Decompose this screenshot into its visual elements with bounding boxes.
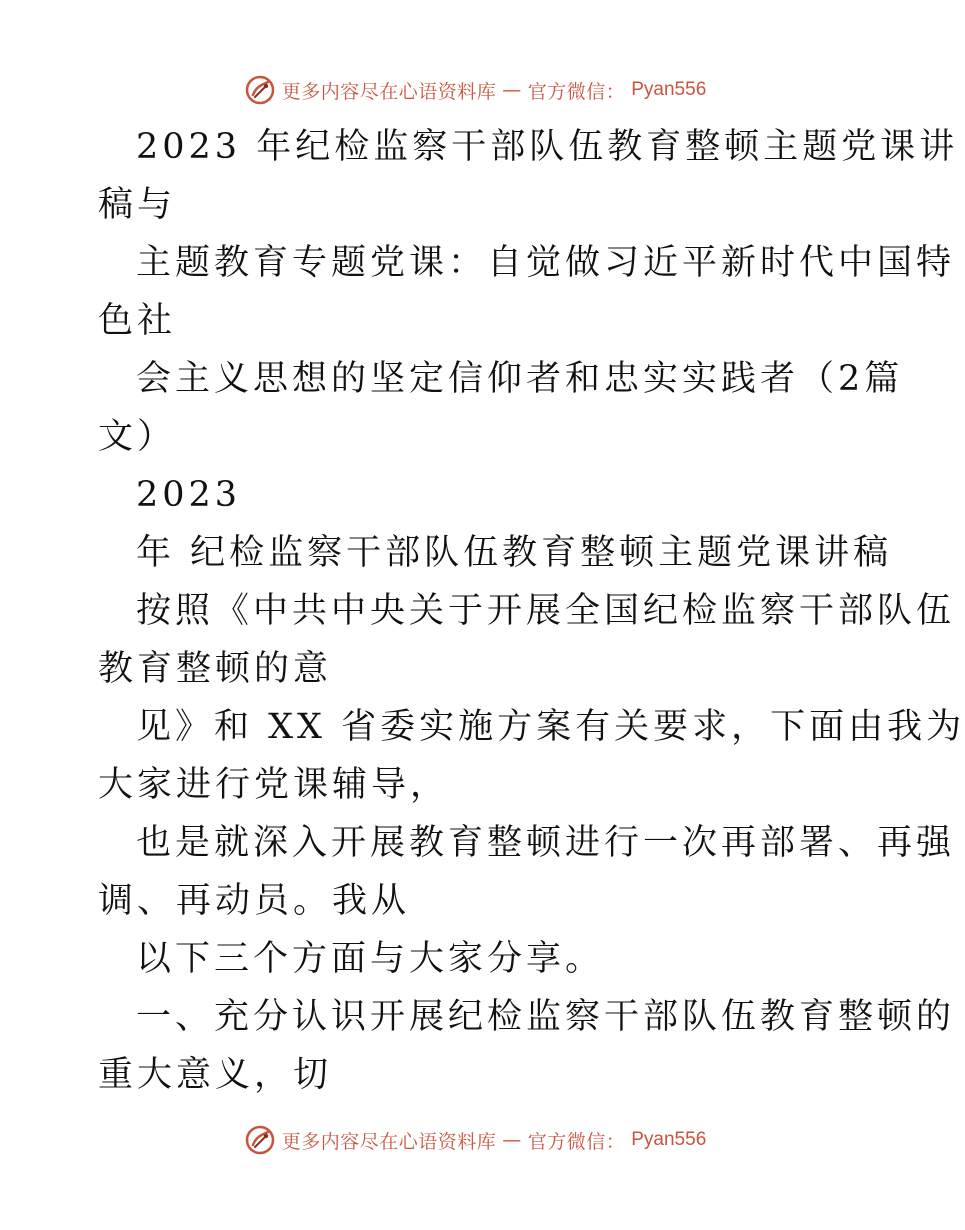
footer-watermark (0, 1120, 950, 1160)
brand-logo-icon (244, 1124, 276, 1156)
text-line: 主题教育专题党课：自觉做习近平新时代中国特 (136, 243, 956, 283)
watermark-main-text: 更多内容尽在心语资料库 (281, 80, 497, 103)
watermark-label: 官方微信： (527, 1130, 626, 1153)
text-line: 色社 (98, 301, 177, 341)
text-line: 2023 (136, 475, 242, 515)
watermark-handle: Pyan556 (631, 79, 707, 100)
text-line: 也是就深入开展教育整顿进行一次再部署、再强 (136, 823, 956, 863)
watermark-dash: — (502, 79, 522, 101)
text-line: 调、再动员。我从 (98, 881, 411, 921)
text-line: 文） (98, 417, 177, 457)
text-line: 教育整顿的意 (98, 649, 333, 689)
watermark-label: 官方微信： (527, 80, 626, 103)
document-body (98, 118, 965, 1104)
text-line: 稿与 (98, 185, 177, 225)
text-line: 一、充分认识开展纪检监察干部队伍教育整顿的 (136, 997, 956, 1037)
text-line: 会主义思想的坚定信仰者和忠实实践者（2篇 (136, 359, 904, 399)
text-line: 年 纪检监察干部队伍教育整顿主题党课讲稿 (136, 533, 893, 573)
text-line: 以下三个方面与大家分享。 (136, 939, 605, 979)
text-line: 大家进行党课辅导， (98, 765, 450, 805)
watermark-handle: Pyan556 (631, 1129, 707, 1150)
text-line: 2023 年纪检监察干部队伍教育整顿主题党课讲 (136, 127, 959, 167)
watermark-main-text: 更多内容尽在心语资料库 (281, 1130, 497, 1153)
watermark-dash: — (502, 1129, 522, 1151)
header-watermark (0, 70, 950, 110)
brand-logo-icon (244, 74, 276, 106)
text-line: 按照《中共中央关于开展全国纪检监察干部队伍 (136, 591, 956, 631)
text-line: 重大意义，切 (98, 1055, 333, 1095)
text-line: 见》和 XX 省委实施方案有关要求，下面由我为 (136, 707, 965, 747)
